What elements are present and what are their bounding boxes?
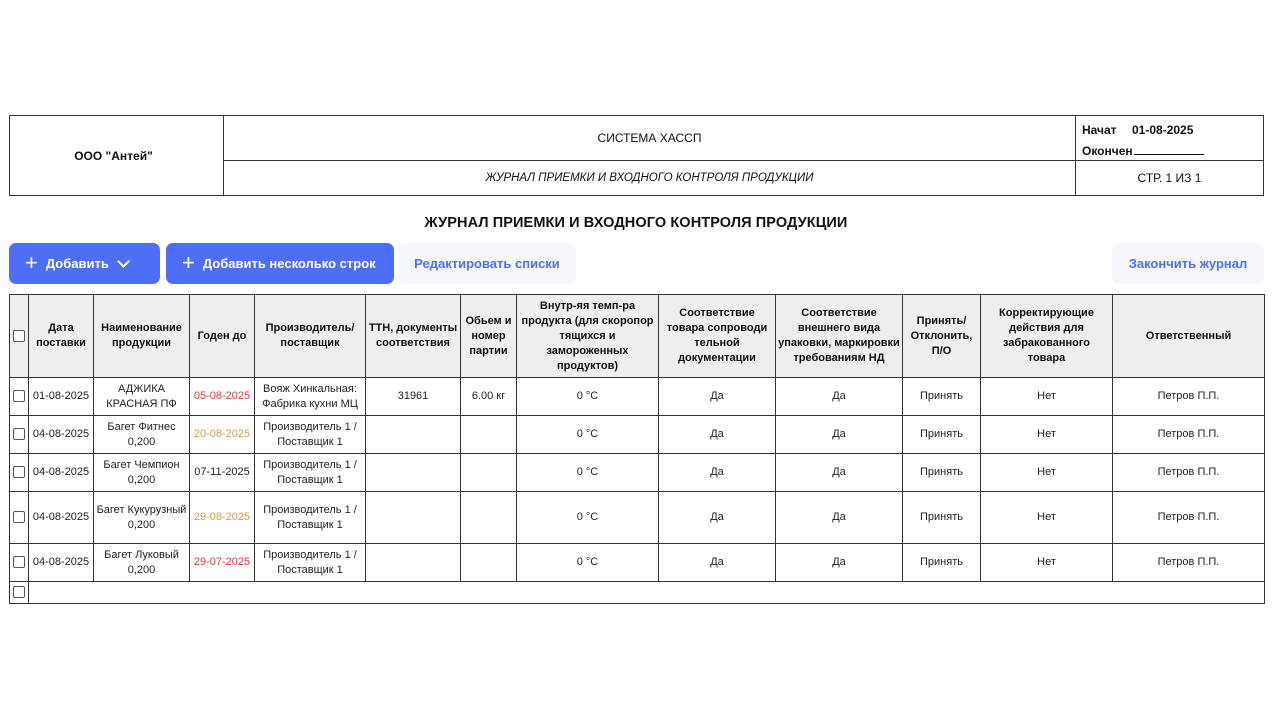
row-checkbox[interactable] [13, 586, 25, 598]
docs-compliance-cell[interactable]: Да [659, 492, 776, 544]
page-title: ЖУРНАЛ ПРИЕМКИ И ВХОДНОГО КОНТРОЛЯ ПРОДУКЦИИ [424, 215, 848, 231]
journal-dates [1076, 116, 1263, 161]
responsible-cell[interactable]: Петров П.П. [1113, 378, 1265, 416]
volume-batch-cell[interactable] [461, 492, 517, 544]
ttn-docs-cell[interactable] [366, 544, 461, 582]
expiry-date-cell[interactable]: 07-11-2025 [190, 454, 255, 492]
header-right [1076, 116, 1263, 195]
column-header: Принять/ Отклонить, П/О [903, 295, 981, 378]
decision-cell[interactable]: Принять [903, 454, 981, 492]
column-header: Дата поставки [29, 295, 94, 378]
page-number: СТР. 1 ИЗ 1 [1137, 171, 1202, 185]
row-checkbox[interactable] [13, 556, 25, 568]
decision-cell[interactable]: Принять [903, 544, 981, 582]
docs-compliance-cell[interactable]: Да [659, 378, 776, 416]
corrective-actions-cell[interactable]: Нет [981, 378, 1113, 416]
volume-batch-cell[interactable]: 6.00 кг [461, 378, 517, 416]
row-select-cell[interactable] [10, 378, 29, 416]
add-multiple-rows-button[interactable] [166, 243, 394, 284]
started-label: Начат [1082, 123, 1117, 137]
product-name-cell[interactable]: Багет Кукурузный 0,200 [94, 492, 190, 544]
system-name: СИСТЕМА ХАССП [224, 116, 1075, 161]
table-row[interactable] [10, 454, 1265, 492]
organization-name: ООО "Антей" [10, 116, 224, 195]
plus-icon: + [25, 249, 38, 275]
column-header: Обьем и номер партии [461, 295, 517, 378]
supplier-cell[interactable]: Производитель 1 / Поставщик 1 [255, 544, 366, 582]
temperature-cell[interactable]: 0 °C [517, 544, 659, 582]
temperature-cell[interactable]: 0 °C [517, 492, 659, 544]
delivery-date-cell[interactable]: 04-08-2025 [29, 416, 94, 454]
supplier-cell[interactable]: Производитель 1 / Поставщик 1 [255, 416, 366, 454]
expiry-date-cell[interactable]: 05-08-2025 [190, 378, 255, 416]
decision-cell[interactable]: Принять [903, 416, 981, 454]
row-select-cell[interactable] [10, 454, 29, 492]
column-header: Соответствие внешнего вида упаковки, маркировки требованиям НД [776, 295, 903, 378]
column-header: Соответствие товара сопроводи тельной документации [659, 295, 776, 378]
table-header-row [10, 295, 1265, 378]
row-checkbox[interactable] [13, 390, 25, 402]
finish-journal-button[interactable] [1112, 243, 1264, 284]
ttn-docs-cell[interactable] [366, 416, 461, 454]
corrective-actions-cell[interactable]: Нет [981, 454, 1113, 492]
expiry-date-cell[interactable]: 20-08-2025 [190, 416, 255, 454]
row-select-cell[interactable] [10, 416, 29, 454]
finish-journal-label: Закончить журнал [1128, 256, 1248, 271]
expiry-date-cell[interactable]: 29-08-2025 [190, 492, 255, 544]
ttn-docs-cell[interactable] [366, 454, 461, 492]
product-name-cell[interactable]: Багет Луковый 0,200 [94, 544, 190, 582]
packaging-compliance-cell[interactable]: Да [776, 544, 903, 582]
row-select-cell[interactable] [10, 582, 29, 604]
ended-label: Окончен [1082, 144, 1133, 158]
select-all-cell[interactable] [10, 295, 29, 378]
row-select-cell[interactable] [10, 544, 29, 582]
chevron-down-icon [117, 255, 130, 268]
docs-compliance-cell[interactable]: Да [659, 454, 776, 492]
responsible-cell[interactable]: Петров П.П. [1113, 492, 1265, 544]
header-center [224, 116, 1076, 195]
add-button-label: Добавить [45, 256, 109, 271]
column-header: Корректирующие действия для забракованного товара [981, 295, 1113, 378]
docs-compliance-cell[interactable]: Да [659, 544, 776, 582]
column-header: Ответственный [1113, 295, 1265, 378]
responsible-cell[interactable]: Петров П.П. [1113, 454, 1265, 492]
responsible-cell[interactable]: Петров П.П. [1113, 416, 1265, 454]
column-header: Наименование продукции [94, 295, 190, 378]
edit-lists-label: Редактировать списки [414, 256, 560, 271]
temperature-cell[interactable]: 0 °C [517, 416, 659, 454]
delivery-date-cell[interactable]: 04-08-2025 [29, 454, 94, 492]
temperature-cell[interactable]: 0 °C [517, 454, 659, 492]
new-row[interactable] [10, 582, 1265, 604]
volume-batch-cell[interactable] [461, 454, 517, 492]
supplier-cell[interactable]: Производитель 1 / Поставщик 1 [255, 492, 366, 544]
product-name-cell[interactable]: Багет Фитнес 0,200 [94, 416, 190, 454]
packaging-compliance-cell[interactable]: Да [776, 378, 903, 416]
select-all-checkbox[interactable] [13, 330, 25, 342]
empty-row-cell[interactable] [29, 582, 1265, 604]
ttn-docs-cell[interactable] [366, 492, 461, 544]
started-date: 01-08-2025 [1132, 123, 1194, 137]
packaging-compliance-cell[interactable]: Да [776, 492, 903, 544]
product-name-cell[interactable]: АДЖИКА КРАСНАЯ ПФ [94, 378, 190, 416]
corrective-actions-cell[interactable]: Нет [981, 492, 1113, 544]
plus-icon: + [182, 249, 195, 275]
row-checkbox[interactable] [13, 511, 25, 523]
corrective-actions-cell[interactable]: Нет [981, 544, 1113, 582]
temperature-cell[interactable]: 0 °C [517, 378, 659, 416]
journal-header [9, 115, 1264, 196]
delivery-date-cell[interactable]: 04-08-2025 [29, 544, 94, 582]
responsible-cell[interactable]: Петров П.П. [1113, 544, 1265, 582]
decision-cell[interactable]: Принять [903, 378, 981, 416]
table-row[interactable] [10, 378, 1265, 416]
add-button[interactable] [9, 243, 160, 284]
row-checkbox[interactable] [13, 428, 25, 440]
ttn-docs-cell[interactable]: 31961 [366, 378, 461, 416]
supplier-cell[interactable]: Производитель 1 / Поставщик 1 [255, 454, 366, 492]
volume-batch-cell[interactable] [461, 416, 517, 454]
column-header: ТТН, документы соответствия [366, 295, 461, 378]
delivery-date-cell[interactable]: 04-08-2025 [29, 492, 94, 544]
table-row[interactable] [10, 544, 1265, 582]
column-header: Внутр-яя темп-ра продукта (для скоропор тящихся и замороженных продуктов) [517, 295, 659, 378]
packaging-compliance-cell[interactable]: Да [776, 416, 903, 454]
supplier-cell[interactable]: Вояж Хинкальная: Фабрика кухни МЦ [255, 378, 366, 416]
ended-date-line [1134, 142, 1204, 155]
edit-lists-button[interactable] [398, 243, 576, 284]
column-header: Производитель/ поставщик [255, 295, 366, 378]
decision-cell[interactable]: Принять [903, 492, 981, 544]
column-header: Годен до [190, 295, 255, 378]
add-multiple-rows-label: Добавить несколько строк [202, 256, 376, 271]
delivery-date-cell[interactable]: 01-08-2025 [29, 378, 94, 416]
expiry-date-cell[interactable]: 29-07-2025 [190, 544, 255, 582]
docs-compliance-cell[interactable]: Да [659, 416, 776, 454]
table-row[interactable] [10, 416, 1265, 454]
product-name-cell[interactable]: Багет Чемпион 0,200 [94, 454, 190, 492]
volume-batch-cell[interactable] [461, 544, 517, 582]
row-select-cell[interactable] [10, 492, 29, 544]
table-row[interactable] [10, 492, 1265, 544]
packaging-compliance-cell[interactable]: Да [776, 454, 903, 492]
journal-subtitle: ЖУРНАЛ ПРИЕМКИ И ВХОДНОГО КОНТРОЛЯ ПРОДУКЦИИ [485, 172, 814, 184]
row-checkbox[interactable] [13, 466, 25, 478]
corrective-actions-cell[interactable]: Нет [981, 416, 1113, 454]
journal-table [9, 294, 1265, 604]
